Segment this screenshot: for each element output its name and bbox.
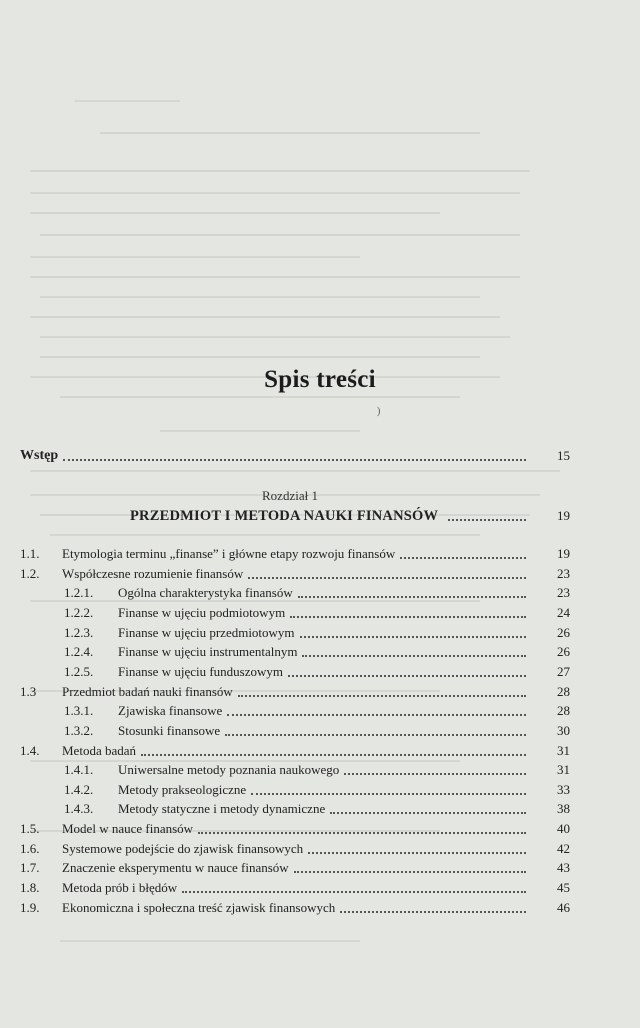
toc-entry-number: 1.7. (20, 860, 40, 875)
dot-leader (344, 773, 526, 775)
toc-entry-number: 1.3.1. (64, 703, 94, 718)
toc-entry-page: 19 (557, 546, 570, 561)
toc-entry[interactable] (20, 642, 570, 660)
dot-leader (288, 675, 526, 677)
toc-entry[interactable] (20, 741, 570, 759)
toc-entry-number: 1.4.2. (64, 782, 94, 797)
toc-entry[interactable] (20, 721, 570, 739)
toc-entry-page: 23 (557, 585, 570, 600)
toc-entry-title: Metoda prób i błędów (62, 880, 178, 895)
toc-entry[interactable] (20, 544, 570, 562)
toc-entry-number: 1.3.2. (64, 723, 94, 738)
toc-entry-title: Uniwersalne metody poznania naukowego (118, 762, 340, 777)
stray-mark: ) (377, 406, 381, 417)
dot-leader (308, 852, 526, 854)
dot-leader (248, 577, 526, 579)
toc-entry-page: 28 (557, 684, 570, 699)
toc-entry-title: Ekonomiczna i społeczna treść zjawisk finansowych (62, 900, 336, 915)
dot-leader (227, 714, 526, 716)
dot-leader (330, 812, 526, 814)
toc-entry[interactable] (20, 603, 570, 621)
dot-leader (302, 655, 526, 657)
toc-entry-title: Przedmiot badań nauki finansów (62, 684, 233, 699)
toc-entry-page: 23 (557, 566, 570, 581)
toc-entry-page: 27 (557, 664, 570, 679)
toc-entry-page: 42 (557, 841, 570, 856)
toc-entry-number: 1.2.3. (64, 625, 94, 640)
toc-entry-number: 1.8. (20, 880, 40, 895)
toc-entry-title: Finanse w ujęciu przedmiotowym (118, 625, 295, 640)
toc-entry[interactable] (20, 878, 570, 896)
dot-leader (141, 754, 526, 756)
toc-entry-title: Etymologia terminu „finanse” i główne etapy rozwoju finansów (62, 546, 396, 561)
toc-entry[interactable] (20, 564, 570, 582)
chapter-label: Rozdział 1 (262, 488, 318, 503)
dot-leader (225, 734, 526, 736)
toc-entry-number: 1.2. (20, 566, 40, 581)
toc-entry-page: 43 (557, 860, 570, 875)
toc-entry-page: 30 (557, 723, 570, 738)
toc-entry-page: 28 (557, 703, 570, 718)
toc-intro-page: 15 (557, 448, 570, 463)
toc-entry-title: Metody statyczne i metody dynamiczne (118, 801, 326, 816)
chapter-title-row[interactable] (130, 506, 570, 524)
toc-entry-title: Systemowe podejście do zjawisk finansowych (62, 841, 304, 856)
dot-leader (400, 557, 526, 559)
toc-entry[interactable] (20, 780, 570, 798)
toc-entry[interactable] (20, 682, 570, 700)
chapter-title: PRZEDMIOT I METODA NAUKI FINANSÓW (130, 508, 439, 524)
toc-entry-title: Model w nauce finansów (62, 821, 194, 836)
toc-entry-page: 26 (557, 644, 570, 659)
dot-leader (298, 596, 526, 598)
toc-entry-page: 40 (557, 821, 570, 836)
dot-leader (198, 832, 526, 834)
toc-entry-number: 1.2.2. (64, 605, 94, 620)
toc-entry-title: Współczesne rozumienie finansów (62, 566, 244, 581)
chapter-page: 19 (557, 508, 570, 523)
toc-entry-title: Metody prakseologiczne (118, 782, 247, 797)
toc-entry-number: 1.4.1. (64, 762, 94, 777)
toc-intro-row[interactable] (20, 446, 570, 464)
dot-leader (182, 891, 526, 893)
toc-entry-page: 31 (557, 762, 570, 777)
toc-entry[interactable] (20, 583, 570, 601)
toc-entry-number: 1.2.1. (64, 585, 94, 600)
toc-entry-number: 1.3 (20, 684, 37, 699)
dot-leader (290, 616, 526, 618)
toc-entry-title: Finanse w ujęciu funduszowym (118, 664, 284, 679)
dot-leader (251, 793, 526, 795)
toc-intro-label: Wstęp (20, 448, 59, 463)
toc-entry-page: 33 (557, 782, 570, 797)
dot-leader (448, 519, 526, 521)
toc-entry-number: 1.4. (20, 743, 40, 758)
toc-entry-number: 1.2.4. (64, 644, 94, 659)
dot-leader (238, 695, 526, 697)
toc-entry-title: Ogólna charakterystyka finansów (118, 585, 293, 600)
toc-entry-title: Finanse w ujęciu instrumentalnym (118, 644, 298, 659)
toc-entry[interactable] (20, 701, 570, 719)
toc-entry-title: Finanse w ujęciu podmiotowym (118, 605, 286, 620)
toc-entry-page: 38 (557, 801, 570, 816)
toc-entry[interactable] (20, 858, 570, 876)
toc-entry[interactable] (20, 819, 570, 837)
dot-leader (340, 911, 526, 913)
toc-entry-number: 1.1. (20, 546, 40, 561)
toc-entry[interactable] (20, 898, 570, 916)
toc-entry[interactable] (20, 799, 570, 817)
page-title: Spis treści (264, 366, 376, 393)
toc-entry-title: Metoda badań (62, 743, 137, 758)
toc-entry-title: Zjawiska finansowe (118, 703, 223, 718)
toc-entry[interactable] (20, 839, 570, 857)
toc-entry-page: 24 (557, 605, 570, 620)
toc-entry-number: 1.6. (20, 841, 40, 856)
toc-entry-title: Znaczenie eksperymentu w nauce finansów (62, 860, 289, 875)
toc-entry[interactable] (20, 623, 570, 641)
dot-leader (63, 459, 526, 461)
toc-entry[interactable] (20, 760, 570, 778)
toc-entry-number: 1.9. (20, 900, 40, 915)
toc-entry-title: Stosunki finansowe (118, 723, 221, 738)
toc-entry-page: 45 (557, 880, 570, 895)
toc-entry-number: 1.5. (20, 821, 40, 836)
toc-entry-number: 1.2.5. (64, 664, 94, 679)
dot-leader (294, 871, 526, 873)
toc-entry[interactable] (20, 662, 570, 680)
toc-entry-number: 1.4.3. (64, 801, 94, 816)
toc-entry-page: 31 (557, 743, 570, 758)
dot-leader (300, 636, 526, 638)
toc-entry-page: 46 (557, 900, 570, 915)
toc-entry-page: 26 (557, 625, 570, 640)
